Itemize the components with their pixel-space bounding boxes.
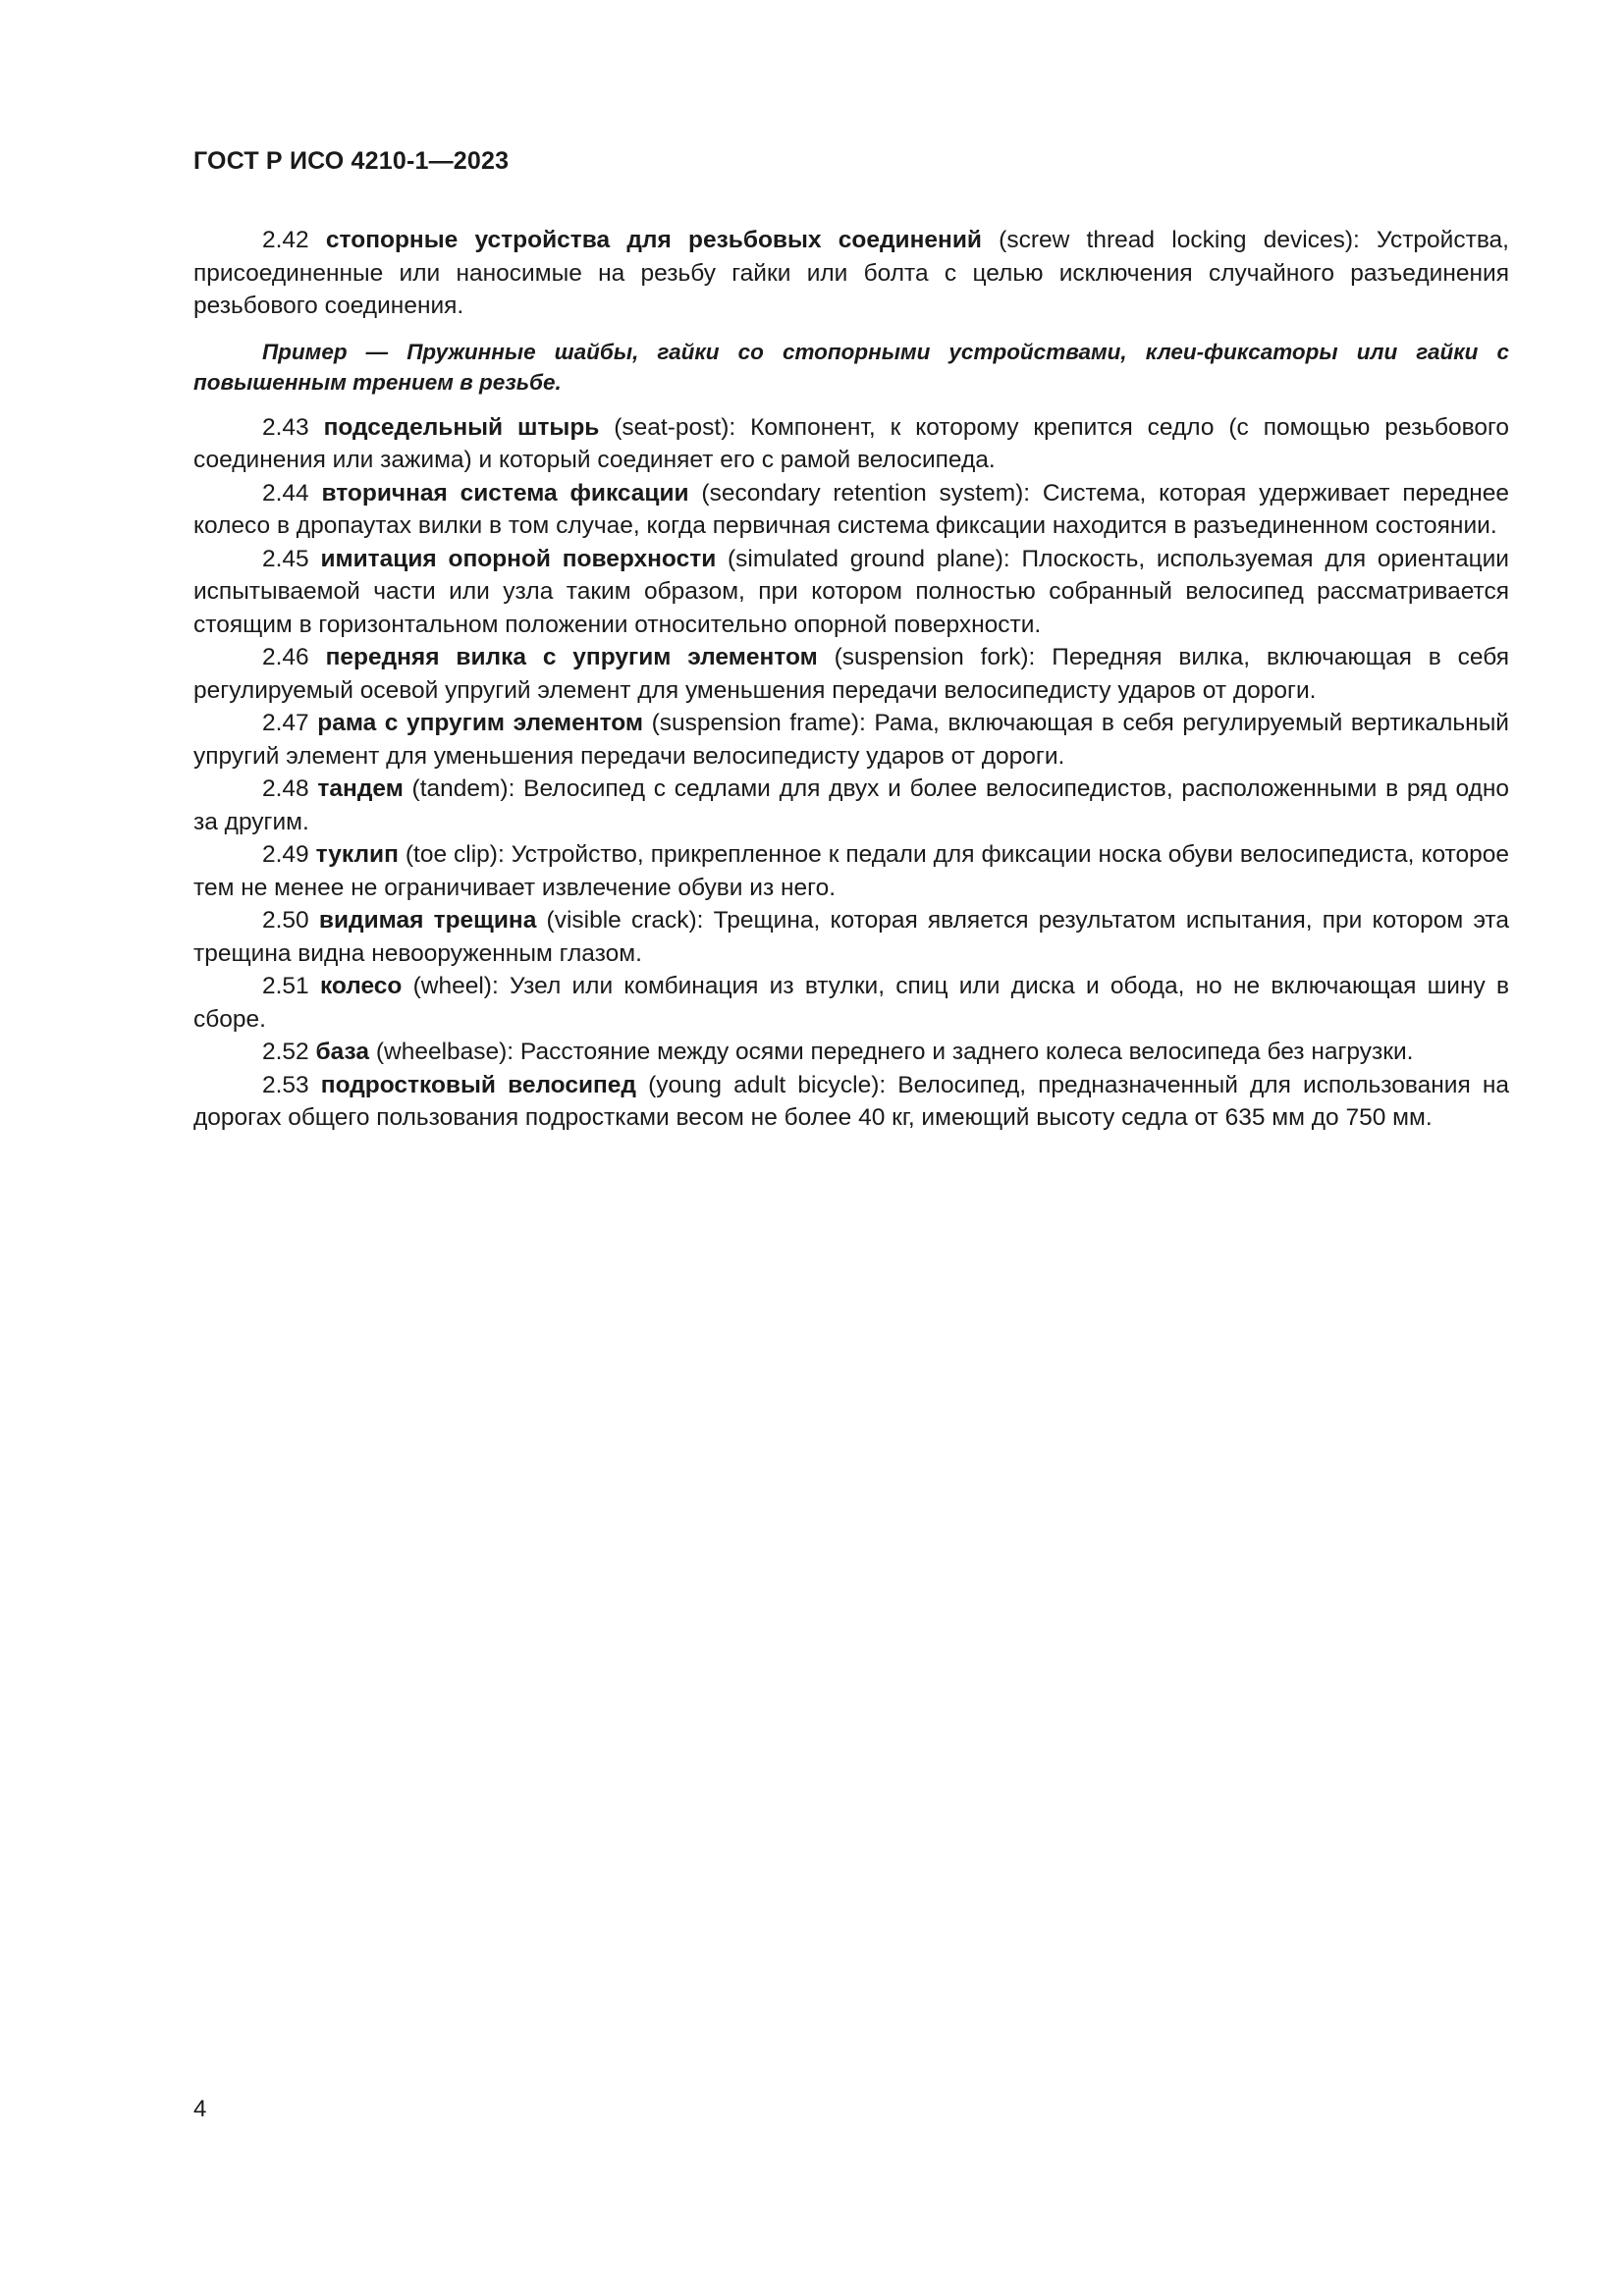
definition-2-50 — [193, 904, 1509, 970]
entry-term: подростковый велосипед — [320, 1071, 636, 1098]
definition-2-47 — [193, 707, 1509, 773]
definition-2-49 — [193, 838, 1509, 904]
document-body — [193, 224, 1509, 1135]
definition-2-45 — [193, 543, 1509, 642]
definition-2-48 — [193, 773, 1509, 838]
example-note: Пример — Пружинные шайбы, гайки со стопорными устройствами, клеи-фиксаторы или гайки с повышенным трением в резьбе. — [193, 339, 1509, 395]
entry-term: передняя вилка с упругим элементом — [325, 644, 818, 670]
entry-number: 2.51 — [262, 973, 309, 999]
definition-2-46 — [193, 641, 1509, 707]
definition-2-44 — [193, 477, 1509, 543]
entry-term: стопорные устройства для резьбовых соединений — [325, 227, 982, 253]
entry-text: (tandem): Велосипед с седлами для двух и более велосипедистов, расположенными в ряд одно за другим. — [193, 775, 1509, 835]
entry-term: база — [315, 1039, 370, 1065]
definition-2-53 — [193, 1069, 1509, 1135]
entry-term: вторичная система фиксации — [321, 479, 689, 507]
entry-term: колесо — [319, 973, 403, 999]
entry-term: туклип — [315, 841, 399, 868]
entry-number: 2.48 — [262, 775, 309, 802]
entry-text: (screw thread locking devices): Устройства, присоединенные или наносимые на резьбу гайки или болта с целью исключения случайного разъединения резьбового соединения. — [193, 227, 1509, 319]
entry-number: 2.53 — [262, 1071, 309, 1098]
entry-text: (toe clip): Устройство, прикрепленное к педали для фиксации носка обуви велосипедиста, которое тем не менее не ограничивает извлечение обуви из него. — [193, 841, 1509, 901]
page-number: 4 — [193, 2096, 207, 2122]
document-header-title: ГОСТ Р ИСО 4210-1—2023 — [193, 147, 510, 175]
entry-number: 2.44 — [262, 479, 309, 507]
entry-number: 2.49 — [262, 841, 309, 868]
entry-text: (wheel): Узел или комбинация из втулки, спиц или диска и обода, но не включающая шину в сборе. — [193, 973, 1509, 1033]
entry-text: (suspension fork): Передняя вилка, включающая в себя регулируемый осевой упругий элемент для уменьшения передачи велосипедисту ударов от дороги. — [193, 644, 1510, 704]
entry-term: видимая трещина — [318, 907, 537, 934]
entry-term: рама с упругим элементом — [317, 710, 644, 736]
entry-number: 2.43 — [262, 413, 309, 441]
entry-text: (young adult bicycle): Велосипед, предназначенный для использования на дорогах общего пользования подростками весом не более 40 кг, имеющий высоту седла от 635 мм до 750 мм. — [193, 1071, 1509, 1131]
entry-text: (visible crack): Трещина, которая является результатом испытания, при котором эта трещина видна невооруженным глазом. — [193, 907, 1510, 967]
entry-term: имитация опорной поверхности — [320, 545, 717, 572]
entry-text: (secondary retention system): Система, которая удерживает переднее колесо в дропаутах вилки в том случае, когда первичная система фиксации находится в разъединенном состоянии. — [193, 479, 1509, 539]
entry-number: 2.50 — [262, 907, 309, 934]
definition-2-51 — [193, 970, 1509, 1036]
entry-text: (wheelbase): Расстояние между осями переднего и заднего колеса велосипеда без нагрузки. — [369, 1039, 1414, 1065]
entry-number: 2.47 — [262, 710, 309, 736]
entry-term: подседельный штырь — [323, 413, 600, 441]
entry-number: 2.42 — [262, 227, 309, 253]
entry-text: (seat-post): Компонент, к которому крепится седло (с помощью резьбового соединения или зажима) и который соединяет его с рамой велосипеда. — [193, 413, 1510, 473]
definition-2-52 — [193, 1036, 1509, 1069]
entry-number: 2.46 — [262, 644, 309, 670]
entry-number: 2.52 — [262, 1039, 309, 1065]
entry-number: 2.45 — [262, 545, 309, 572]
definition-2-42 — [193, 224, 1509, 323]
entry-text: (suspension frame): Рама, включающая в себя регулируемый вертикальный упругий элемент для уменьшения передачи велосипедисту ударов от дороги. — [193, 710, 1509, 770]
entry-text: (simulated ground plane): Плоскость, используемая для ориентации испытываемой части или узла таким образом, при котором полностью собранный велосипед рассматривается стоящим в горизонтальном положении относительно опорной поверхности. — [193, 545, 1509, 638]
entry-term: тандем — [317, 775, 404, 802]
definition-2-43 — [193, 411, 1509, 477]
